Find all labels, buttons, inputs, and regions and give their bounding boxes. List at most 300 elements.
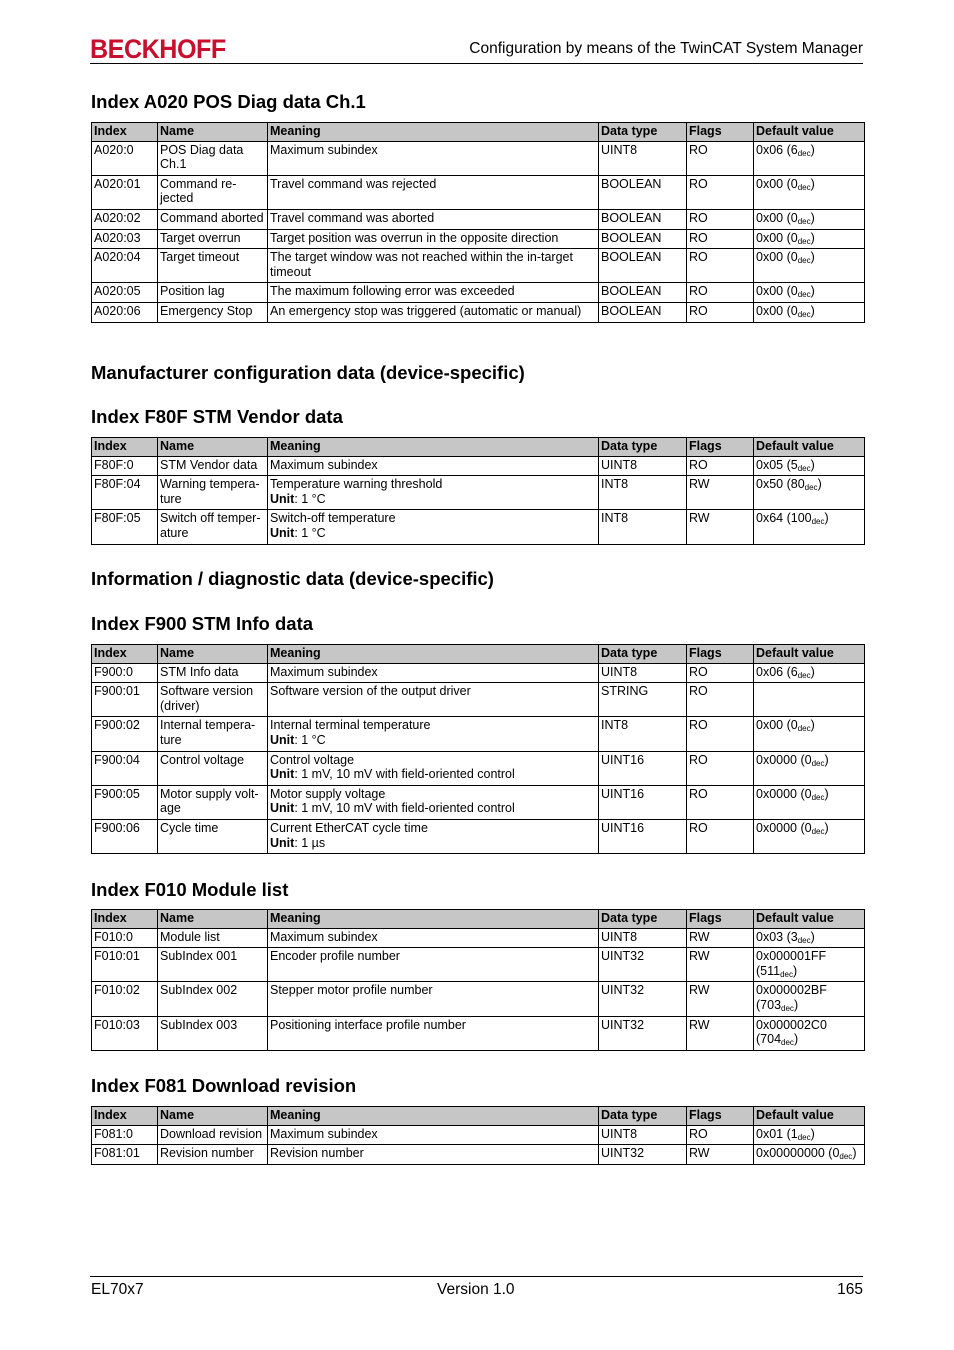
- data-type-cell: BOOLEAN: [599, 229, 687, 249]
- index-cell: F900:02: [92, 717, 158, 751]
- default-value-cell: [754, 456, 865, 476]
- meaning-cell: [268, 141, 599, 175]
- default-value-header: Default value: [754, 1107, 865, 1126]
- default-value-cell: [754, 663, 865, 683]
- data-type-cell: BOOLEAN: [599, 175, 687, 209]
- name-cell: SubIndex 001: [158, 948, 268, 982]
- table-row: [92, 510, 865, 544]
- default-value-cell: [754, 209, 865, 229]
- name-cell: Position lag: [158, 283, 268, 303]
- index-cell: F80F:04: [92, 476, 158, 510]
- index-cell: A020:03: [92, 229, 158, 249]
- flags-cell: RO: [687, 819, 754, 853]
- flags-cell: RO: [687, 175, 754, 209]
- meaning-cell: [268, 1145, 599, 1165]
- data-type-header: Data type: [599, 645, 687, 664]
- index-cell: A020:0: [92, 141, 158, 175]
- unit-value: : 1 mV, 10 mV with field-oriented control: [294, 801, 515, 816]
- flags-cell: RO: [687, 229, 754, 249]
- default-value-close: ): [793, 997, 799, 1012]
- data-type-header: Data type: [599, 910, 687, 929]
- dec-subscript: dec: [797, 256, 811, 266]
- flags-cell: RW: [687, 928, 754, 948]
- data-type-header: Data type: [599, 1107, 687, 1126]
- header-divider: [90, 63, 863, 64]
- heading-f80f: Index F80F STM Vendor data: [91, 406, 343, 427]
- flags-cell: RO: [687, 663, 754, 683]
- meaning-text: Travel command was rejected: [270, 176, 437, 191]
- default-value-text: 0x00 (0: [756, 303, 798, 318]
- flags-cell: RO: [687, 141, 754, 175]
- meaning-text: Maximum subindex: [270, 664, 378, 679]
- meaning-text: Software version of the output driver: [270, 684, 471, 699]
- data-type-cell: INT8: [599, 717, 687, 751]
- default-value-header: Default value: [754, 645, 865, 664]
- dec-subscript: dec: [781, 1038, 794, 1048]
- data-type-cell: UINT16: [599, 751, 687, 785]
- default-value-text: 0x00 (0: [756, 284, 798, 299]
- flags-cell: RO: [687, 785, 754, 819]
- data-type-cell: INT8: [599, 476, 687, 510]
- default-value-text: 0x0000 (0: [756, 786, 812, 801]
- flags-cell: RW: [687, 1145, 754, 1165]
- meaning-text: An emergency stop was triggered (automatic or manual): [270, 303, 582, 318]
- index-cell: A020:01: [92, 175, 158, 209]
- dec-subscript: dec: [797, 216, 811, 226]
- name-header: Name: [158, 1107, 268, 1126]
- index-cell: F010:01: [92, 948, 158, 982]
- flags-header: Flags: [687, 1107, 754, 1126]
- default-value-cell: [754, 948, 865, 982]
- index-cell: F900:06: [92, 819, 158, 853]
- beckhoff-logo: BECKHOFF: [90, 34, 226, 64]
- index-cell: F900:04: [92, 751, 158, 785]
- table-header-row: [92, 645, 865, 664]
- index-cell: A020:02: [92, 209, 158, 229]
- meaning-cell: [268, 510, 599, 544]
- name-cell: Download revision: [158, 1125, 268, 1145]
- default-value-close: ): [824, 752, 829, 767]
- default-value-text: 0x000002BF (703: [756, 983, 827, 1012]
- default-value-cell: [754, 751, 865, 785]
- dec-subscript: dec: [797, 309, 811, 319]
- default-value-text: 0x00000000 (0: [756, 1146, 840, 1161]
- name-cell: Switch off temper-ature: [158, 510, 268, 544]
- data-type-cell: UINT8: [599, 1125, 687, 1145]
- table-row: [92, 1016, 865, 1050]
- meaning-cell: [268, 1016, 599, 1050]
- default-value-close: ): [810, 303, 815, 318]
- name-cell: POS Diag data Ch.1: [158, 141, 268, 175]
- dec-subscript: dec: [811, 517, 825, 527]
- default-value-cell: [754, 819, 865, 853]
- table-row: [92, 302, 865, 322]
- default-value-text: 0x00 (0: [756, 250, 798, 265]
- flags-cell: RO: [687, 717, 754, 751]
- index-cell: F900:0: [92, 663, 158, 683]
- table-row: [92, 717, 865, 751]
- unit-label: Unit: [270, 801, 295, 816]
- default-value-close: ): [810, 230, 815, 245]
- name-cell: Warning tempera-ture: [158, 476, 268, 510]
- name-cell: Motor supply volt-age: [158, 785, 268, 819]
- meaning-cell: [268, 476, 599, 510]
- data-type-cell: UINT16: [599, 819, 687, 853]
- index-cell: F80F:05: [92, 510, 158, 544]
- table-row: [92, 982, 865, 1016]
- meaning-cell: [268, 982, 599, 1016]
- unit-label: Unit: [270, 835, 295, 850]
- data-type-cell: UINT16: [599, 785, 687, 819]
- name-cell: Command re-jected: [158, 175, 268, 209]
- flags-cell: RO: [687, 456, 754, 476]
- flags-cell: RO: [687, 751, 754, 785]
- table-f80f: [91, 437, 865, 545]
- flags-header: Flags: [687, 910, 754, 929]
- default-value-cell: [754, 141, 865, 175]
- table-row: [92, 476, 865, 510]
- unit-label: Unit: [270, 732, 295, 747]
- table-row: [92, 249, 865, 283]
- meaning-text: Control voltage: [270, 752, 355, 767]
- default-value-header: Default value: [754, 910, 865, 929]
- meaning-text: Switch-off temperature: [270, 511, 396, 526]
- name-header: Name: [158, 123, 268, 142]
- meaning-cell: [268, 819, 599, 853]
- index-cell: F010:03: [92, 1016, 158, 1050]
- data-type-cell: BOOLEAN: [599, 283, 687, 303]
- unit-value: : 1 °C: [294, 491, 326, 506]
- default-value-text: 0x05 (5: [756, 457, 798, 472]
- meaning-text: Maximum subindex: [270, 457, 378, 472]
- default-value-close: ): [852, 1146, 857, 1161]
- footer-page-number: 165: [837, 1281, 863, 1298]
- dec-subscript: dec: [797, 1132, 811, 1142]
- index-header: Index: [92, 645, 158, 664]
- data-type-header: Data type: [599, 123, 687, 142]
- flags-cell: RW: [687, 510, 754, 544]
- heading-a020: Index A020 POS Diag data Ch.1: [91, 91, 366, 112]
- table-row: [92, 209, 865, 229]
- index-cell: F081:01: [92, 1145, 158, 1165]
- data-type-cell: UINT8: [599, 663, 687, 683]
- meaning-cell: [268, 249, 599, 283]
- meaning-cell: [268, 663, 599, 683]
- meaning-text: The target window was not reached within the in-target timeout: [270, 250, 573, 279]
- meaning-text: Stepper motor profile number: [270, 983, 433, 998]
- default-value-close: ): [810, 176, 815, 191]
- data-type-cell: UINT8: [599, 141, 687, 175]
- default-value-cell: [754, 229, 865, 249]
- index-cell: F900:01: [92, 683, 158, 717]
- default-value-text: 0x01 (1: [756, 1126, 798, 1141]
- dec-subscript: dec: [797, 148, 811, 158]
- index-cell: F010:0: [92, 928, 158, 948]
- index-cell: F081:0: [92, 1125, 158, 1145]
- flags-cell: RO: [687, 1125, 754, 1145]
- dec-subscript: dec: [797, 670, 811, 680]
- table-row: [92, 283, 865, 303]
- table-header-row: [92, 438, 865, 457]
- default-value-text: 0x00 (0: [756, 210, 798, 225]
- data-type-cell: UINT32: [599, 1145, 687, 1165]
- default-value-close: ): [824, 786, 829, 801]
- flags-header: Flags: [687, 438, 754, 457]
- default-value-text: 0x64 (100: [756, 511, 812, 526]
- meaning-text: Encoder profile number: [270, 949, 400, 964]
- name-cell: Cycle time: [158, 819, 268, 853]
- dec-subscript: dec: [797, 463, 811, 473]
- table-row: [92, 663, 865, 683]
- table-row: [92, 948, 865, 982]
- data-type-cell: INT8: [599, 510, 687, 544]
- default-value-text: 0x000001FF (511: [756, 949, 827, 978]
- footer-version: Version 1.0: [437, 1281, 515, 1298]
- data-type-cell: UINT32: [599, 1016, 687, 1050]
- index-header: Index: [92, 123, 158, 142]
- default-value-text: 0x00 (0: [756, 718, 798, 733]
- table-header-row: [92, 910, 865, 929]
- flags-header: Flags: [687, 123, 754, 142]
- default-value-header: Default value: [754, 438, 865, 457]
- unit-value: : 1 mV, 10 mV with field-oriented control: [294, 767, 515, 782]
- meaning-cell: [268, 175, 599, 209]
- default-value-cell: [754, 982, 865, 1016]
- default-value-close: ): [810, 1126, 815, 1141]
- table-row: [92, 819, 865, 853]
- table-f081: [91, 1106, 865, 1165]
- index-header: Index: [92, 1107, 158, 1126]
- default-value-close: ): [810, 284, 815, 299]
- data-type-cell: STRING: [599, 683, 687, 717]
- flags-cell: RW: [687, 1016, 754, 1050]
- data-type-header: Data type: [599, 438, 687, 457]
- meaning-cell: [268, 456, 599, 476]
- heading-f900: Index F900 STM Info data: [91, 613, 314, 634]
- table-header-row: [92, 123, 865, 142]
- heading-info: Information / diagnostic data (device-specific): [91, 568, 494, 589]
- name-header: Name: [158, 645, 268, 664]
- meaning-cell: [268, 283, 599, 303]
- default-value-text: 0x06 (6: [756, 142, 798, 157]
- name-cell: Control voltage: [158, 751, 268, 785]
- default-value-close: ): [824, 820, 829, 835]
- table-row: [92, 175, 865, 209]
- data-type-cell: UINT32: [599, 982, 687, 1016]
- unit-label: Unit: [270, 525, 295, 540]
- flags-cell: RO: [687, 283, 754, 303]
- default-value-close: ): [810, 457, 815, 472]
- default-value-close: ): [810, 929, 815, 944]
- meaning-text: Motor supply voltage: [270, 786, 386, 801]
- meaning-text: Revision number: [270, 1146, 364, 1161]
- dec-subscript: dec: [797, 935, 811, 945]
- index-cell: A020:06: [92, 302, 158, 322]
- table-row: [92, 751, 865, 785]
- data-type-cell: BOOLEAN: [599, 249, 687, 283]
- dec-subscript: dec: [780, 969, 793, 979]
- heading-f081: Index F081 Download revision: [91, 1075, 357, 1096]
- default-value-close: ): [817, 477, 822, 492]
- index-cell: F80F:0: [92, 456, 158, 476]
- table-row: [92, 928, 865, 948]
- default-value-cell: [754, 283, 865, 303]
- meaning-cell: [268, 229, 599, 249]
- default-value-close: ): [810, 664, 815, 679]
- default-value-cell: [754, 510, 865, 544]
- dec-subscript: dec: [839, 1152, 853, 1162]
- name-cell: Emergency Stop: [158, 302, 268, 322]
- meaning-text: Internal terminal temperature: [270, 718, 431, 733]
- flags-header: Flags: [687, 645, 754, 664]
- table-row: [92, 683, 865, 717]
- default-value-close: ): [824, 511, 829, 526]
- flags-cell: RW: [687, 476, 754, 510]
- flags-cell: RO: [687, 683, 754, 717]
- index-cell: F010:02: [92, 982, 158, 1016]
- data-type-cell: UINT8: [599, 928, 687, 948]
- default-value-cell: [754, 1125, 865, 1145]
- unit-label: Unit: [270, 491, 295, 506]
- name-cell: Module list: [158, 928, 268, 948]
- name-cell: Command aborted: [158, 209, 268, 229]
- flags-cell: RW: [687, 948, 754, 982]
- index-cell: F900:05: [92, 785, 158, 819]
- name-cell: SubIndex 002: [158, 982, 268, 1016]
- table-a020: [91, 122, 865, 323]
- meaning-header: Meaning: [268, 1107, 599, 1126]
- index-header: Index: [92, 910, 158, 929]
- meaning-cell: [268, 948, 599, 982]
- default-value-close: ): [793, 1032, 799, 1047]
- data-type-cell: UINT32: [599, 948, 687, 982]
- default-value-close: ): [810, 718, 815, 733]
- meaning-cell: [268, 751, 599, 785]
- default-value-cell: [754, 249, 865, 283]
- table-header-row: [92, 1107, 865, 1126]
- heading-manufacturer: Manufacturer configuration data (device-specific): [91, 362, 525, 383]
- default-value-text: 0x0000 (0: [756, 820, 812, 835]
- default-value-cell: [754, 717, 865, 751]
- default-value-cell: [754, 683, 865, 717]
- default-value-cell: [754, 302, 865, 322]
- index-header: Index: [92, 438, 158, 457]
- name-cell: Internal tempera-ture: [158, 717, 268, 751]
- meaning-text: Target position was overrun in the opposite direction: [270, 230, 559, 245]
- meaning-cell: [268, 785, 599, 819]
- default-value-close: ): [810, 250, 815, 265]
- default-value-close: ): [810, 142, 815, 157]
- default-value-text: 0x50 (80: [756, 477, 805, 492]
- meaning-text: The maximum following error was exceeded: [270, 284, 515, 299]
- default-value-text: 0x00 (0: [756, 230, 798, 245]
- dec-subscript: dec: [797, 724, 811, 734]
- table-row: [92, 141, 865, 175]
- unit-value: : 1 µs: [294, 835, 326, 850]
- meaning-header: Meaning: [268, 645, 599, 664]
- meaning-cell: [268, 928, 599, 948]
- name-cell: Target timeout: [158, 249, 268, 283]
- meaning-cell: [268, 1125, 599, 1145]
- data-type-cell: UINT8: [599, 456, 687, 476]
- default-value-cell: [754, 1145, 865, 1165]
- default-value-cell: [754, 785, 865, 819]
- default-value-text: 0x0000 (0: [756, 752, 812, 767]
- meaning-text: Travel command was aborted: [270, 210, 435, 225]
- default-value-text: 0x000002C0 (704: [756, 1017, 827, 1047]
- dec-subscript: dec: [797, 290, 811, 300]
- dec-subscript: dec: [781, 1003, 794, 1013]
- default-value-text: 0x06 (6: [756, 664, 798, 679]
- table-row: [92, 229, 865, 249]
- name-cell: STM Info data: [158, 663, 268, 683]
- meaning-text: Maximum subindex: [270, 929, 378, 944]
- table-f900: [91, 644, 865, 854]
- footer-divider: [90, 1276, 863, 1277]
- name-cell: Target overrun: [158, 229, 268, 249]
- meaning-text: Maximum subindex: [270, 142, 378, 157]
- index-cell: A020:05: [92, 283, 158, 303]
- flags-cell: RO: [687, 249, 754, 283]
- name-cell: Software version (driver): [158, 683, 268, 717]
- meaning-text: Current EtherCAT cycle time: [270, 820, 428, 835]
- name-cell: Revision number: [158, 1145, 268, 1165]
- meaning-text: Temperature warning threshold: [270, 477, 443, 492]
- unit-value: : 1 °C: [294, 732, 326, 747]
- default-value-text: 0x00 (0: [756, 176, 798, 191]
- meaning-cell: [268, 683, 599, 717]
- flags-cell: RO: [687, 209, 754, 229]
- table-row: [92, 456, 865, 476]
- default-value-cell: [754, 928, 865, 948]
- default-value-close: ): [793, 963, 798, 978]
- default-value-cell: [754, 1016, 865, 1050]
- table-row: [92, 1145, 865, 1165]
- unit-value: : 1 °C: [294, 525, 326, 540]
- table-row: [92, 1125, 865, 1145]
- meaning-text: Positioning interface profile number: [270, 1017, 466, 1032]
- meaning-header: Meaning: [268, 123, 599, 142]
- name-header: Name: [158, 438, 268, 457]
- table-f010: [91, 909, 865, 1051]
- name-cell: STM Vendor data: [158, 456, 268, 476]
- flags-cell: RW: [687, 982, 754, 1016]
- heading-f010: Index F010 Module list: [91, 879, 289, 900]
- default-value-close: ): [810, 210, 815, 225]
- footer-product: EL70x7: [91, 1281, 144, 1298]
- name-cell: SubIndex 003: [158, 1016, 268, 1050]
- meaning-header: Meaning: [268, 438, 599, 457]
- table-row: [92, 785, 865, 819]
- data-type-cell: BOOLEAN: [599, 302, 687, 322]
- meaning-cell: [268, 717, 599, 751]
- dec-subscript: dec: [804, 483, 818, 493]
- index-cell: A020:04: [92, 249, 158, 283]
- dec-subscript: dec: [811, 758, 825, 768]
- meaning-header: Meaning: [268, 910, 599, 929]
- name-header: Name: [158, 910, 268, 929]
- flags-cell: RO: [687, 302, 754, 322]
- data-type-cell: BOOLEAN: [599, 209, 687, 229]
- dec-subscript: dec: [797, 182, 811, 192]
- default-value-cell: [754, 476, 865, 510]
- default-value-text: 0x03 (3: [756, 929, 798, 944]
- meaning-cell: [268, 302, 599, 322]
- default-value-header: Default value: [754, 123, 865, 142]
- dec-subscript: dec: [797, 236, 811, 246]
- header-title: Configuration by means of the TwinCAT System Manager: [469, 40, 863, 57]
- meaning-text: Maximum subindex: [270, 1126, 378, 1141]
